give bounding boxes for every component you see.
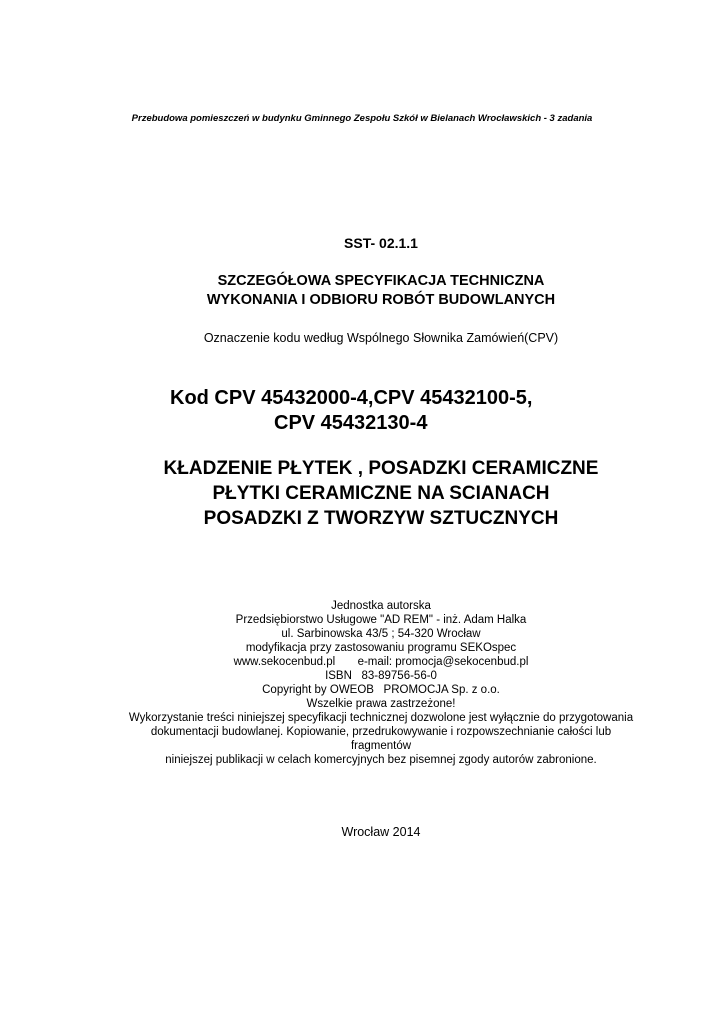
author-block	[0, 599, 724, 767]
cpv-codes	[170, 386, 620, 436]
author-line: Jednostka autorska	[331, 600, 431, 612]
specification-title-line: WYKONANIA I ODBIORU ROBÓT BUDOWLANYCH	[206, 292, 556, 308]
main-title-line: PŁYTKI CERAMICZNE NA SCIANACH	[212, 483, 550, 504]
author-line: Wszelkie prawa zastrzeżone!	[306, 698, 456, 710]
specification-title-line: SZCZEGÓŁOWA SPECYFIKACJA TECHNICZNA	[217, 273, 545, 289]
cpv-label: Oznaczenie kodu według Wspólnego Słownika Zamówień(CPV)	[203, 331, 559, 345]
author-line: Przedsiębiorstwo Usługowe "AD REM" - inż. Adam Halka	[235, 614, 527, 626]
author-line: niniejszej publikacji w celach komercyjnych bez pisemnej zgody autorów zabronione.	[165, 754, 597, 766]
project-header-note: Przebudowa pomieszczeń w budynku Gminnego Zespołu Szkół w Bielanach Wrocławskich - 3 zadania	[131, 113, 593, 124]
author-line: dokumentacji budowlanej. Kopiowanie, przedrukowywanie i rozpowszechnianie całości lub	[150, 726, 612, 738]
main-title	[0, 456, 724, 531]
place-and-year: Wrocław 2014	[341, 825, 421, 839]
specification-title	[0, 272, 724, 310]
author-line: modyfikacja przy zastosowaniu programu SEKOspec	[245, 642, 517, 654]
cpv-code-line: Kod CPV 45432000-4,CPV 45432100-5,	[170, 387, 533, 409]
cpv-code-line: CPV 45432130-4	[274, 412, 428, 434]
author-line: fragmentów	[350, 740, 412, 752]
author-line: ul. Sarbinowska 43/5 ; 54-320 Wrocław	[281, 628, 481, 640]
author-line: www.sekocenbud.pl e-mail: promocja@sekocenbud.pl	[233, 656, 529, 668]
author-line: Wykorzystanie treści niniejszej specyfikacji technicznej dozwolone jest wyłącznie do przygotowania	[128, 712, 634, 724]
author-line: Copyright by OWEOB PROMOCJA Sp. z o.o.	[262, 684, 500, 696]
author-line: ISBN 83-89756-56-0	[325, 670, 437, 682]
document-number: SST- 02.1.1	[344, 235, 418, 251]
main-title-line: POSADZKI Z TWORZYW SZTUCZNYCH	[203, 508, 559, 529]
main-title-line: KŁADZENIE PŁYTEK , POSADZKI CERAMICZNE	[163, 458, 599, 479]
